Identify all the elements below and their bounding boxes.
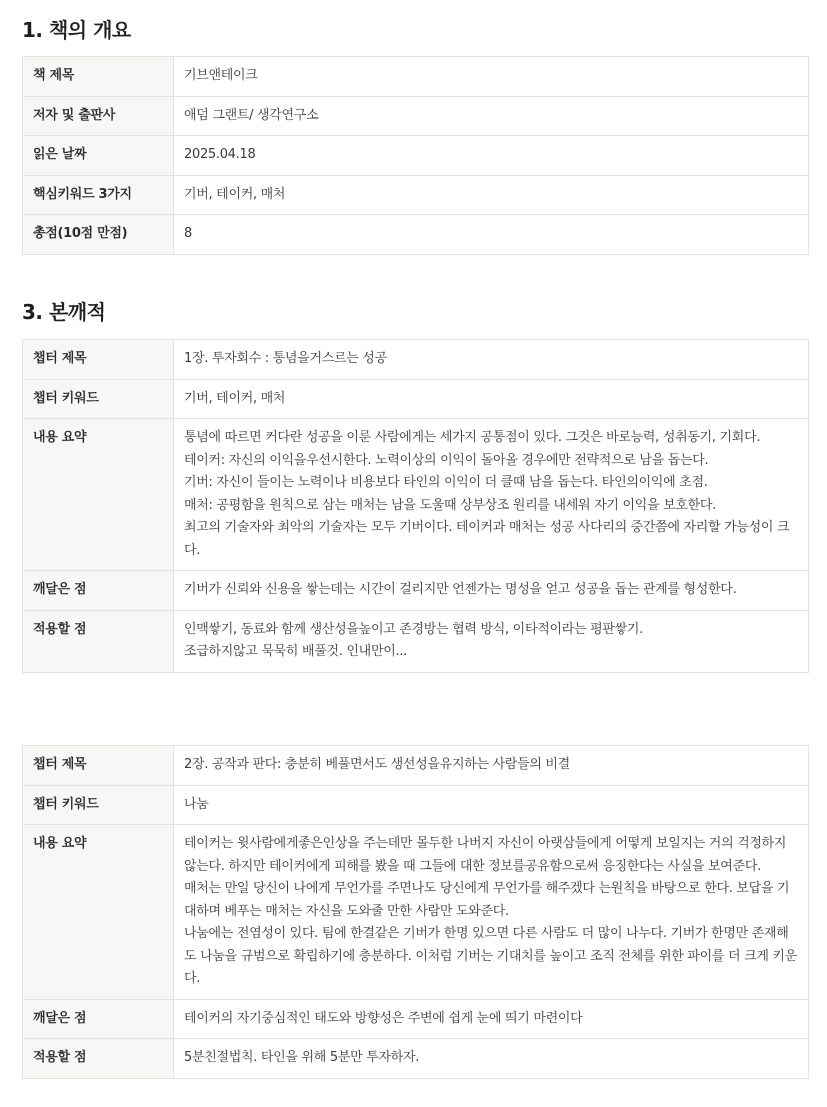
row-value: 테이커는 윗사람에게좋은인상을 주는데만 몰두한 나버지 자신이 아랫삼들에게 어떻게 보일지는 거의 걱정하지않는다. 하지만 테이커에게 피해를 봤을 때 그들에 대한 정보를공유함으로써 응징한다는 사실을 보여준다. 매처는 만일 당신이 나에게 무언가를 주면나도 당신에게 무언가를 해주겠다 는원칙을 바탕으로 한다. 보답을 기대하며 베푸는 매처는 자신을 도와줄 만한 사람만 도와준다. 나눔에는 전염성이 있다. 팀에 한결같은 기버가 한명 있으면 다른 사람도 더 많이 나누다. 기버가 한명만 존재해도 나눔을 규범으로 확립하기에 충분하다. 이처럼 기버는 기대치를 높이고 조직 전체를 위한 파이를 더 크게 키운다.	[174, 825, 809, 1000]
table-row	[23, 215, 809, 255]
row-key: 내용 요약	[23, 419, 174, 571]
section-heading-chapters: 3. 본깨적	[22, 300, 106, 324]
section-heading-overview: 1. 책의 개요	[22, 18, 131, 42]
row-value: 인맥쌓기, 동료와 함께 생산성을높이고 존경방는 협력 방식, 이타적이라는 평판쌓기. 조급하지않고 묵묵히 배풀것. 인내만이...	[174, 610, 809, 672]
row-key: 핵심키워드 3가지	[23, 175, 174, 215]
chapter2-table	[22, 745, 809, 1079]
table-row	[23, 379, 809, 419]
table-row	[23, 1039, 809, 1079]
row-key: 챕터 제목	[23, 340, 174, 380]
table-row	[23, 571, 809, 611]
row-value: 기브앤테이크	[174, 57, 809, 97]
row-key: 깨달은 점	[23, 999, 174, 1039]
table-row	[23, 999, 809, 1039]
row-value: 기버가 신뢰와 신용을 쌓는데는 시간이 걸리지만 언젠가는 명성을 얻고 성공을 돕는 관계를 형성한다.	[174, 571, 809, 611]
row-value: 기버, 테이커, 매처	[174, 379, 809, 419]
row-key: 총점(10점 만점)	[23, 215, 174, 255]
row-value: 5분친절법칙. 타인을 위해 5분만 투자하자.	[174, 1039, 809, 1079]
table-row	[23, 610, 809, 672]
row-key: 챕터 제목	[23, 746, 174, 786]
row-value: 통념에 따르면 커다란 성공을 이룬 사람에게는 세가지 공통점이 있다. 그것은 바로능력, 성취동기, 기회다. 테이커: 자신의 이익을우선시한다. 노력이상의 이익이 돌아올 경우에만 전략적으로 남을 돕는다. 기버: 자신이 들이는 노력이나 비용보다 타인의 이익이 더 클때 남을 돕는다. 타인의이익에 초점. 매처: 공평함을 원칙으로 삼는 매처는 남을 도울때 상부상조 원리를 내세워 자기 이익을 보호한다. 최고의 기술자와 최악의 기술자는 모두 기버이다. 테이커과 매처는 성공 사다리의 중간쯤에 자리할 가능성이 크다.	[174, 419, 809, 571]
table-row	[23, 419, 809, 571]
row-value: 나눔	[174, 785, 809, 825]
table-row	[23, 340, 809, 380]
row-key: 챕터 키워드	[23, 785, 174, 825]
table-row	[23, 825, 809, 1000]
row-key: 저자 및 출판사	[23, 96, 174, 136]
row-value: 애덤 그랜트/ 생각연구소	[174, 96, 809, 136]
table-row	[23, 136, 809, 176]
table-row	[23, 746, 809, 786]
row-value: 2025.04.18	[174, 136, 809, 176]
chapter1-table	[22, 339, 809, 673]
table-row	[23, 57, 809, 97]
row-value: 2장. 공작과 판다: 충분히 베풀면서도 생선성을유지하는 사람들의 비결	[174, 746, 809, 786]
row-value: 기버, 테이커, 매처	[174, 175, 809, 215]
table-row	[23, 785, 809, 825]
row-key: 내용 요약	[23, 825, 174, 1000]
row-value: 1장. 투자회수 : 통념을거스르는 성공	[174, 340, 809, 380]
row-value: 8	[174, 215, 809, 255]
overview-table	[22, 56, 809, 255]
row-value: 테이커의 자기중심적인 태도와 방향성은 주변에 쉽게 눈에 띄기 마련이다	[174, 999, 809, 1039]
row-key: 책 제목	[23, 57, 174, 97]
row-key: 읽은 날짜	[23, 136, 174, 176]
row-key: 깨달은 점	[23, 571, 174, 611]
row-key: 적용할 점	[23, 610, 174, 672]
table-row	[23, 175, 809, 215]
row-key: 챕터 키워드	[23, 379, 174, 419]
row-key: 적용할 점	[23, 1039, 174, 1079]
table-row	[23, 96, 809, 136]
